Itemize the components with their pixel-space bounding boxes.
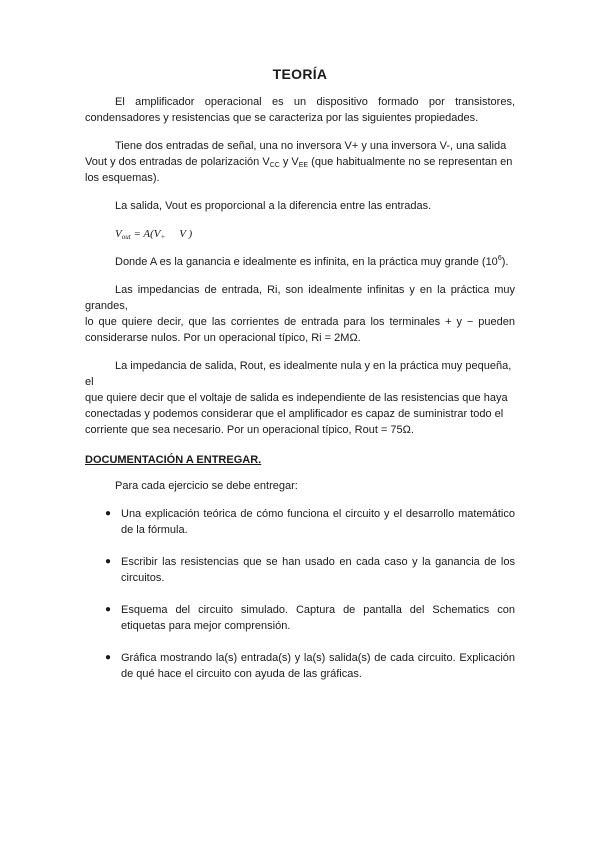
- vout-formula: $V_{out} = A(V_+$ V ): [115, 228, 193, 241]
- list-item: ● Gráfica mostrando la(s) entrada(s) y la(s) salida(s) de cada circuito. Explicación de qué hace el circuito con ayuda de las gráficas.: [105, 652, 515, 680]
- documentation-intro: Para cada ejercicio se debe entregar:: [115, 480, 298, 492]
- paragraph-inputs: Tiene dos entradas de señal, una no inversora V+ y una inversora V-, una salida Vout y dos entradas de polarización $V_{CC}$ y $V_{EE}$ (que habitualmente no se representan en los esquemas).: [85, 140, 513, 184]
- paragraph-output: La salida, Vout es proporcional a la diferencia entre las entradas.: [115, 200, 432, 212]
- bullet-icon: ●: [105, 604, 112, 615]
- paragraph-output-impedance: La impedancia de salida, Rout, es idealmente nula y en la práctica muy pequeña, el que quiere decir que el voltaje de salida es independiente de las resistencias que haya conectadas y podemos considerar que el amplificador es capaz de suministrar todo el corriente que sea necesario. Por un operacional típico, Rout = 75Ω.: [85, 360, 512, 436]
- bullet-icon: ●: [105, 652, 112, 663]
- document-page: [85, 66, 515, 698]
- paragraph-intro: El amplificador operacional es un dispositivo formado por transistores, condensadores y resistencias que se caracteriza por las siguientes propiedades.: [85, 96, 515, 124]
- list-item: ● Una explicación teórica de cómo funciona el circuito y el desarrollo matemático de la fórmula.: [105, 508, 515, 536]
- paragraph-input-impedance: Las impedancias de entrada, Ri, son idealmente infinitas y en la práctica muy grandes, lo que quiere decir, que las corrientes de entrada para los terminales + y − pueden considerarse nulos. Por un operacional típico, Ri = 2MΩ.: [85, 284, 515, 344]
- list-item: ● Escribir las resistencias que se han usado en cada caso y la ganancia de los circuitos.: [105, 556, 515, 584]
- documentation-list: [85, 506, 515, 682]
- bullet-icon: ●: [105, 508, 112, 519]
- paragraph-gain: Donde A es la ganancia e idealmente es infinita, en la práctica muy grande $(10^6)$.: [115, 255, 509, 268]
- page-title: TEORÍA: [272, 66, 328, 82]
- bullet-icon: ●: [105, 556, 112, 567]
- list-item: ● Esquema del circuito simulado. Captura de pantalla del Schematics con etiquetas para mejor comprensión.: [105, 604, 515, 632]
- documentation-heading: DOCUMENTACIÓN A ENTREGAR.: [85, 454, 262, 466]
